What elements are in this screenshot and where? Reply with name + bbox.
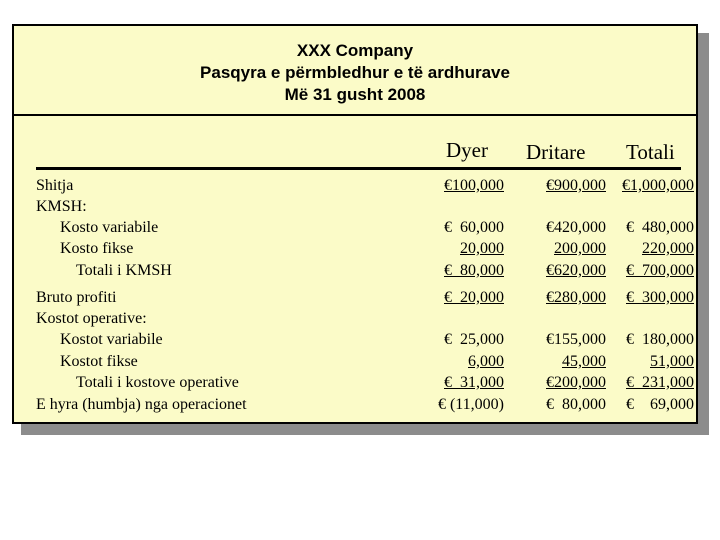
row-label-kostot-operative: Kostot operative: (36, 310, 147, 327)
cell-kosto-fikse-dyer: 20,000 (460, 240, 504, 257)
row-label-kostot-variabile: Kostot variabile (60, 331, 163, 348)
cell-totali-kostove-totali: € 231,000 (626, 374, 694, 391)
cell-kosto-fikse-dritare: 200,000 (554, 240, 606, 257)
cell-kosto-fikse-totali: 220,000 (642, 240, 694, 257)
row-label-kosto-variabile: Kosto variabile (60, 219, 159, 236)
column-header-totali: Totali (626, 140, 675, 164)
cell-totali-kmsh-dritare: €620,000 (546, 262, 606, 279)
statement-title: Pasqyra e përmbledhur e të ardhurave (200, 63, 510, 82)
company-name: XXX Company (296, 41, 414, 60)
cell-shitja-dyer: €100,000 (444, 177, 504, 194)
cell-kosto-variabile-dritare: €420,000 (546, 219, 606, 236)
cell-kostot-fikse-dritare: 45,000 (562, 353, 606, 370)
row-label-totali-kostove: Totali i kostove operative (76, 374, 239, 391)
cell-kosto-variabile-totali: € 480,000 (626, 219, 694, 236)
row-label-shitja: Shitja (36, 177, 74, 194)
column-header-dyer: Dyer (446, 138, 488, 162)
statement-panel (12, 24, 698, 424)
cell-totali-kostove-dritare: €200,000 (546, 374, 606, 391)
cell-e-hyra-dritare: € 80,000 (546, 396, 606, 413)
row-label-e-hyra: E hyra (humbja) nga operacionet (36, 396, 247, 413)
statement-date: Më 31 gusht 2008 (284, 85, 426, 104)
cell-totali-kostove-dyer: € 31,000 (444, 374, 504, 391)
row-label-kmsh: KMSH: (36, 198, 87, 215)
row-label-kostot-fikse: Kostot fikse (60, 353, 138, 370)
cell-kostot-fikse-dyer: 6,000 (468, 353, 504, 370)
row-label-kosto-fikse: Kosto fikse (60, 240, 134, 257)
column-header-rule (36, 167, 681, 170)
cell-e-hyra-totali: € 69,000 (626, 396, 694, 413)
cell-kostot-variabile-dyer: € 25,000 (444, 331, 504, 348)
cell-totali-kmsh-totali: € 700,000 (626, 262, 694, 279)
cell-kosto-variabile-dyer: € 60,000 (444, 219, 504, 236)
header-divider (14, 114, 696, 116)
cell-bruto-profiti-dritare: €280,000 (546, 289, 606, 306)
cell-kostot-fikse-totali: 51,000 (650, 353, 694, 370)
row-label-bruto-profiti: Bruto profiti (36, 289, 117, 306)
row-label-totali-kmsh: Totali i KMSH (76, 262, 172, 279)
statement-header (14, 40, 696, 106)
cell-kostot-variabile-dritare: €155,000 (546, 331, 606, 348)
cell-bruto-profiti-dyer: € 20,000 (444, 289, 504, 306)
cell-totali-kmsh-dyer: € 80,000 (444, 262, 504, 279)
cell-kostot-variabile-totali: € 180,000 (626, 331, 694, 348)
cell-shitja-dritare: €900,000 (546, 177, 606, 194)
cell-e-hyra-dyer: € (11,000) (437, 396, 504, 413)
column-header-dritare: Dritare (526, 140, 586, 164)
cell-bruto-profiti-totali: € 300,000 (626, 289, 694, 306)
cell-shitja-totali: €1,000,000 (622, 177, 694, 194)
